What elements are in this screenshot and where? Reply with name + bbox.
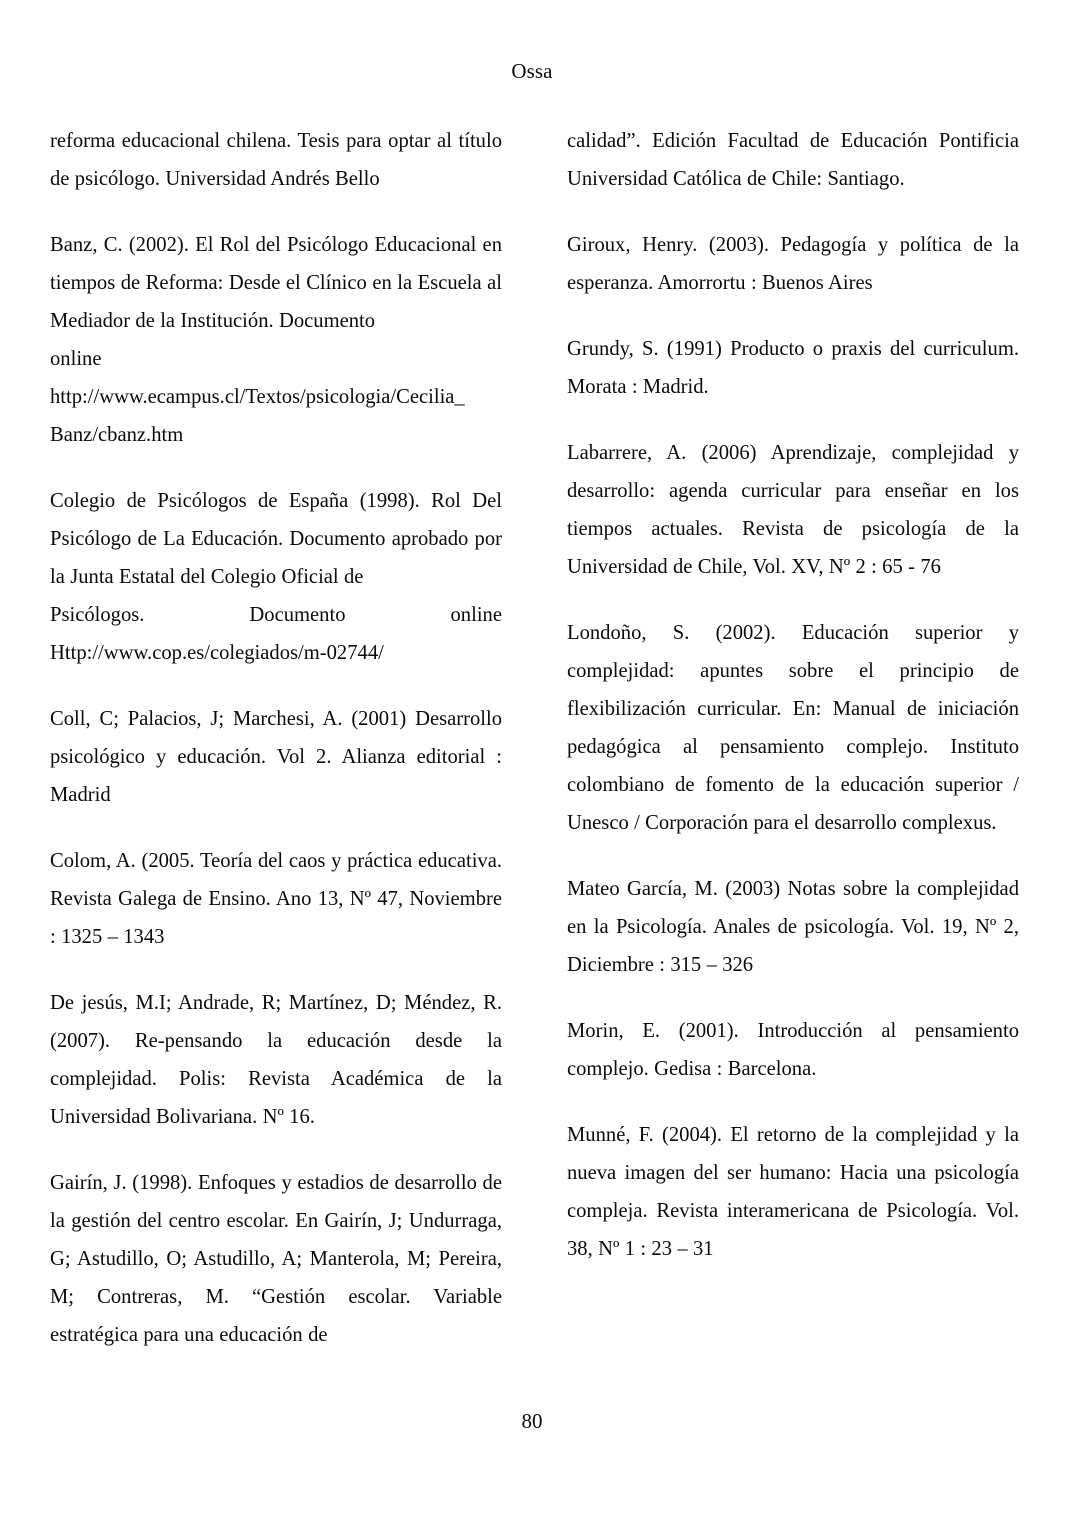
right-column <box>567 122 1019 1268</box>
two-column-body <box>50 122 1019 1362</box>
reference-entry-line: online <box>50 348 102 370</box>
reference-entry: Grundy, S. (1991) Producto o praxis del curriculum. Morata : Madrid. <box>567 338 1019 398</box>
reference-entry-url-continuation: Banz/cbanz.htm <box>50 424 184 446</box>
reference-entry-word: Documento <box>249 604 346 626</box>
running-head: Ossa <box>511 59 553 83</box>
reference-entry-body: Colegio de Psicólogos de España (1998). Rol Del Psicólogo de La Educación. Documento aprobado por la Junta Estatal del Colegio Oficial de <box>50 490 502 588</box>
reference-entry: calidad”. Edición Facultad de Educación Pontificia Universidad Católica de Chile: Santiago. <box>567 130 1019 190</box>
reference-entry: Giroux, Henry. (2003). Pedagogía y política de la esperanza. Amorrortu : Buenos Aires <box>567 234 1019 294</box>
reference-entry: De jesús, M.I; Andrade, R; Martínez, D; Méndez, R. (2007). Re-pensando la educación desde la complejidad. Polis: Revista Académica de la Universidad Bolivariana. Nº 16. <box>50 992 502 1128</box>
reference-entry-line <box>50 596 502 634</box>
page-number: 80 <box>521 1409 543 1433</box>
reference-entry: Colom, A. (2005. Teoría del caos y práctica educativa. Revista Galega de Ensino. Ano 13, Nº 47, Noviembre : 1325 – 1343 <box>50 850 502 948</box>
left-column <box>50 122 502 1354</box>
reference-entry: Munné, F. (2004). El retorno de la complejidad y la nueva imagen del ser humano: Hacia una psicología compleja. Revista interamericana de Psicología. Vol. 38, Nº 1 : 23 – 31 <box>567 1124 1019 1260</box>
reference-entry-body: Banz, C. (2002). El Rol del Psicólogo Educacional en tiempos de Reforma: Desde el Clínico en la Escuela al Mediador de la Institución. Documento <box>50 234 502 332</box>
reference-entry <box>50 482 502 672</box>
reference-entry: Gairín, J. (1998). Enfoques y estadios de desarrollo de la gestión del centro escolar. En Gairín, J; Undurraga, G; Astudillo, O; Astudillo, A; Manterola, M; Pereira, M; Contreras, M. “Gestión escolar. Variable estratégica para una educación de <box>50 1172 502 1346</box>
reference-entry-word: Psicólogos. <box>50 604 145 626</box>
reference-entry-url: http://www.ecampus.cl/Textos/psicologia/Cecilia_ <box>50 386 465 408</box>
reference-entry: Coll, C; Palacios, J; Marchesi, A. (2001) Desarrollo psicológico y educación. Vol 2. Alianza editorial : Madrid <box>50 708 502 806</box>
reference-entry-url: Http://www.cop.es/colegiados/m-02744/ <box>50 642 384 664</box>
reference-entry: reforma educacional chilena. Tesis para optar al título de psicólogo. Universidad Andrés Bello <box>50 130 502 190</box>
reference-entry-word: online <box>450 604 502 626</box>
reference-entry: Mateo García, M. (2003) Notas sobre la complejidad en la Psicología. Anales de psicología. Vol. 19, Nº 2, Diciembre : 315 – 326 <box>567 878 1019 976</box>
reference-entry: Morin, E. (2001). Introducción al pensamiento complejo. Gedisa : Barcelona. <box>567 1020 1019 1080</box>
reference-entry: Labarrere, A. (2006) Aprendizaje, complejidad y desarrollo: agenda curricular para enseñar en los tiempos actuales. Revista de psicología de la Universidad de Chile, Vol. XV, Nº 2 : 65 - 76 <box>567 442 1019 578</box>
reference-entry <box>50 226 502 454</box>
reference-entry: Londoño, S. (2002). Educación superior y complejidad: apuntes sobre el principio de flexibilización curricular. En: Manual de iniciación pedagógica al pensamiento complejo. Instituto colombiano de fomento de la educación superior / Unesco / Corporación para el desarrollo complexus. <box>567 622 1019 834</box>
